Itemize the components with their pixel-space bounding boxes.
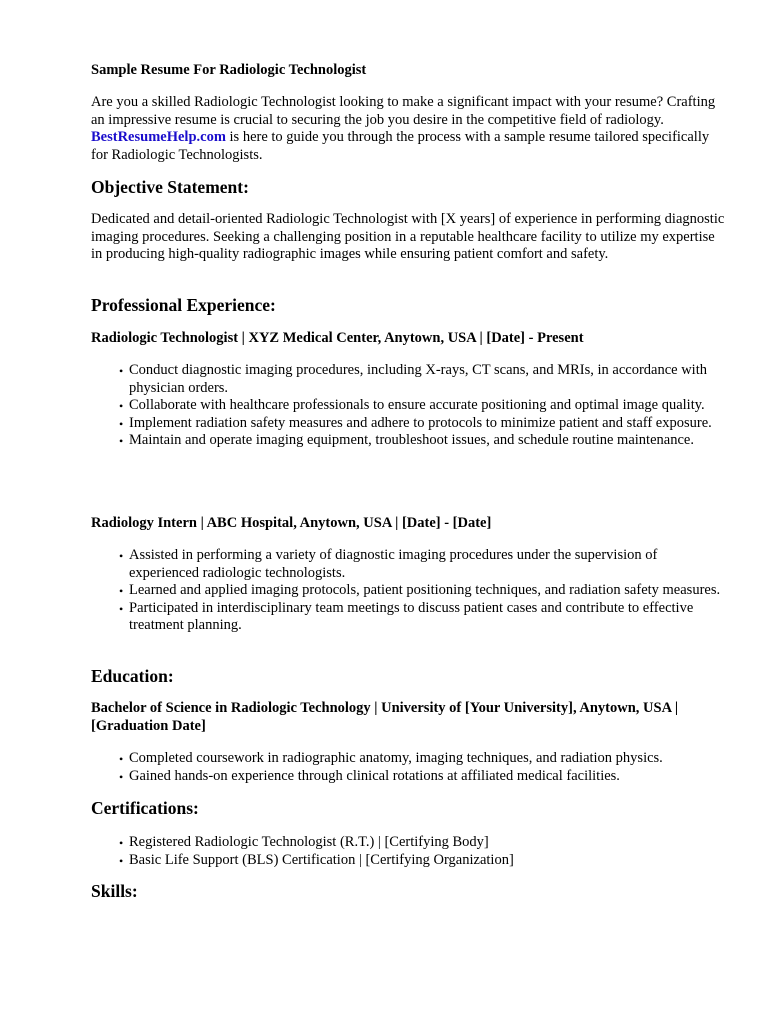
document-title: Sample Resume For Radiologic Technologist bbox=[91, 62, 367, 78]
bullet-icon: • bbox=[119, 752, 124, 766]
job-1-bullets bbox=[91, 362, 728, 450]
list-item: • Learned and applied imaging protocols, patient positioning techniques, and radiation safety measures. bbox=[129, 582, 728, 600]
bullet-icon: • bbox=[119, 769, 124, 784]
intro-text-part1: Are you a skilled Radiologic Technologist looking to make a significant impact with your resume? Crafting an impressive resume is crucial to securing the job you desire in the competitive field of radiology. bbox=[91, 94, 716, 128]
skills-heading: Skills: bbox=[91, 881, 138, 901]
bullet-icon: • bbox=[119, 601, 124, 616]
job-title-2: Radiology Intern | ABC Hospital, Anytown, USA | [Date] - [Date] bbox=[91, 515, 492, 531]
bullet-icon: • bbox=[119, 416, 124, 431]
list-item: • Gained hands-on experience through clinical rotations at affiliated medical facilities. bbox=[129, 768, 728, 786]
education-bullets bbox=[91, 750, 728, 785]
job-title-1: Radiologic Technologist | XYZ Medical Center, Anytown, USA | [Date] - Present bbox=[91, 330, 584, 346]
bullet-icon: • bbox=[119, 584, 124, 598]
degree-title: Bachelor of Science in Radiologic Technology | University of [Your University], Anytown, USA | [Graduation Date] bbox=[91, 700, 679, 734]
bullet-icon: • bbox=[119, 399, 124, 413]
list-item: • Completed coursework in radiographic anatomy, imaging techniques, and radiation physics. bbox=[129, 750, 728, 768]
objective-text: Dedicated and detail-oriented Radiologic Technologist with [X years] of experience in performing diagnostic imaging procedures. Seeking a challenging position in a reputable healthcare facility to utilize my expertise in producing high-quality radiographic images while ensuring patient comfort and safety. bbox=[91, 211, 725, 262]
bullet-icon: • bbox=[119, 549, 124, 563]
certifications-heading: Certifications: bbox=[91, 798, 199, 818]
job-2-bullets bbox=[91, 547, 728, 635]
education-heading: Education: bbox=[91, 666, 174, 686]
intro-text-part2: is here to guide you through the process with a sample resume tailored specifically for Radiologic Technologists. bbox=[91, 129, 710, 163]
bullet-icon: • bbox=[119, 836, 124, 850]
intro-paragraph bbox=[91, 94, 728, 164]
list-item: • Collaborate with healthcare professionals to ensure accurate positioning and optimal image quality. bbox=[129, 397, 728, 415]
list-item: • Conduct diagnostic imaging procedures, including X-rays, CT scans, and MRIs, in accordance with physician orders. bbox=[119, 362, 707, 396]
list-item: • Implement radiation safety measures and adhere to protocols to minimize patient and staff exposure. bbox=[129, 415, 728, 433]
list-item: • Basic Life Support (BLS) Certification | [Certifying Organization] bbox=[129, 852, 728, 870]
list-item: • Registered Radiologic Technologist (R.T.) | [Certifying Body] bbox=[129, 834, 728, 852]
objective-heading: Objective Statement: bbox=[91, 177, 249, 197]
list-item: • Maintain and operate imaging equipment, troubleshoot issues, and schedule routine maintenance. bbox=[129, 432, 728, 450]
list-item: • Assisted in performing a variety of diagnostic imaging procedures under the supervision of experienced radiologic technologists. bbox=[119, 547, 658, 581]
bullet-icon: • bbox=[119, 434, 124, 448]
bestresumehelp-link[interactable]: BestResumeHelp.com bbox=[91, 129, 226, 145]
bullet-icon: • bbox=[119, 853, 124, 868]
list-item: • Participated in interdisciplinary team meetings to discuss patient cases and contribute to effective treatment planning. bbox=[119, 599, 694, 633]
experience-heading: Professional Experience: bbox=[91, 295, 276, 315]
bullet-icon: • bbox=[119, 364, 124, 378]
certifications-bullets bbox=[91, 834, 728, 869]
